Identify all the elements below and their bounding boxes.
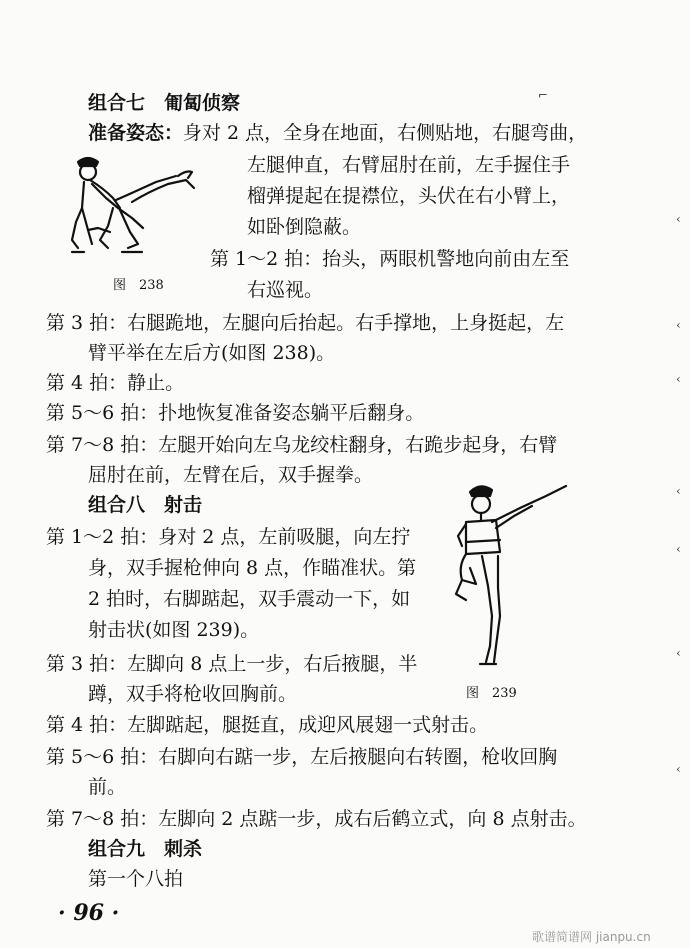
scan-mark: ‹ <box>676 484 681 498</box>
scan-mark: ‹ <box>676 212 681 226</box>
scan-mark: ‹ <box>676 372 681 386</box>
beat-7-8-text-cont: 屈肘在前，左臂在后，双手握拳。 <box>88 464 374 486</box>
prep-text-2: 左腿伸直，右臂屈肘在前，左手握住手 <box>247 154 571 176</box>
prep-text-3: 榴弹提起在提襟位，头伏在右小臂上， <box>247 185 571 207</box>
prep-text-4: 如卧倒隐蔽。 <box>247 216 362 238</box>
beat-4-text: 第 4 拍：静止。 <box>46 372 185 394</box>
s8-beat-1-2-text-cont-3: 射击状(如图 239)。 <box>88 619 260 641</box>
beat-3-text: 第 3 拍：右腿跪地，左腿向后抬起。右手撑地，上身挺起，左 <box>46 312 565 334</box>
s8-beat-7-8-text: 第 7～8 拍：左脚向 2 点踮一步，成右后鹤立式，向 8 点射击。 <box>46 808 587 830</box>
prep-text-1: 身对 2 点，全身在地面，右侧贴地，右腿弯曲， <box>183 122 588 144</box>
section-9-title: 组合九 刺杀 <box>88 838 203 860</box>
page-number: · 96 · <box>58 900 120 926</box>
figure-239-illustration <box>436 476 576 676</box>
beat-1-2-text-cont: 右巡视。 <box>247 279 324 301</box>
scan-mark: ⌐ <box>538 88 549 102</box>
section-9-subtitle: 第一个八拍 <box>88 868 184 890</box>
scan-mark: ‹ <box>676 542 681 556</box>
s8-beat-1-2-text: 第 1～2 拍：身对 2 点，左前吸腿，向左拧 <box>46 526 411 548</box>
section-7-prep <box>88 120 587 146</box>
s8-beat-5-6-text-cont: 前。 <box>88 776 127 798</box>
figure-239-caption: 图 239 <box>466 686 517 701</box>
beat-7-8-text: 第 7～8 拍：左腿开始向左乌龙绞柱翻身，右跪步起身，右臂 <box>46 434 558 456</box>
beat-5-6-text: 第 5～6 拍：扑地恢复准备姿态躺平后翻身。 <box>46 402 425 424</box>
scan-mark: ‹ <box>676 762 681 776</box>
section-7-title: 组合七 匍匐侦察 <box>88 92 241 114</box>
s8-beat-3-text-cont: 蹲，双手将枪收回胸前。 <box>88 683 298 705</box>
figure-238-caption: 图 238 <box>113 278 164 293</box>
s8-beat-1-2-text-cont-2: 2 拍时，右脚踮起，双手震动一下，如 <box>88 588 411 610</box>
scan-mark: ‹ <box>676 318 681 332</box>
s8-beat-5-6-text: 第 5～6 拍：右脚向右踮一步，左后掖腿向右转圈，枪收回胸 <box>46 746 558 768</box>
beat-1-2-text: 第 1～2 拍：抬头，两眼机警地向前由左至 <box>210 248 570 270</box>
figure-238-illustration <box>58 148 208 268</box>
s8-beat-3-text: 第 3 拍：左脚向 8 点上一步，右后掖腿，半 <box>46 653 418 675</box>
scan-mark: ‹ <box>676 646 681 660</box>
section-8-title: 组合八 射击 <box>88 494 203 516</box>
watermark: 歌谱简谱网 jianpu.cn <box>532 930 651 944</box>
beat-3-text-cont: 臂平举在左后方(如图 238)。 <box>88 342 336 364</box>
prep-label: 准备姿态： <box>88 122 184 144</box>
s8-beat-4-text: 第 4 拍：左脚踮起，腿挺直，成迎风展翅一式射击。 <box>46 714 489 736</box>
s8-beat-1-2-text-cont-1: 身，双手握枪伸向 8 点，作瞄准状。第 <box>88 557 417 579</box>
